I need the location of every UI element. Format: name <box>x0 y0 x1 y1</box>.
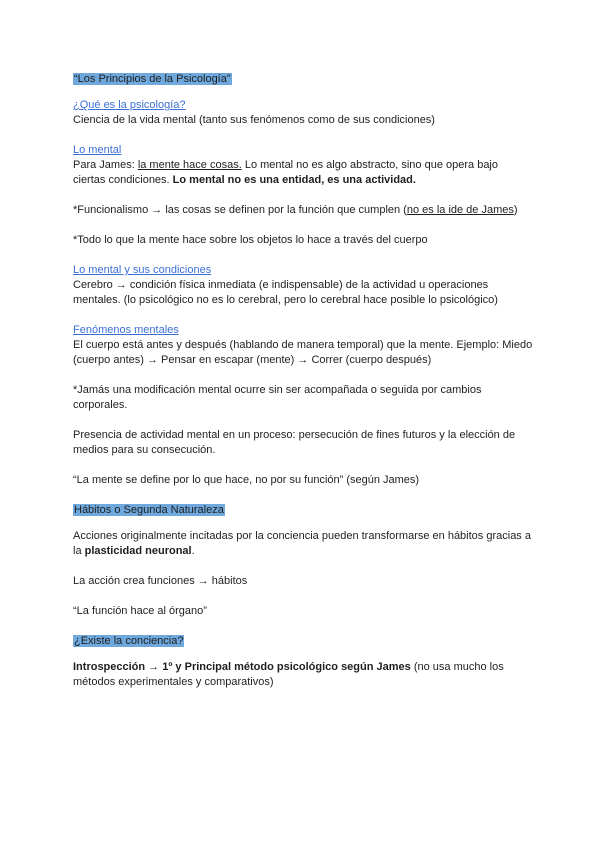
q1-body: Ciencia de la vida mental (tanto sus fenómenos como de sus condiciones) <box>73 114 435 126</box>
mental-paragraph: Para James: la mente hace cosas. Lo mental no es algo abstracto, sino que opera bajo ciertas condiciones. Lo mental no es una entidad, es una actividad. <box>73 159 498 186</box>
heading-habitos: Hábitos o Segunda Naturaleza <box>74 504 224 516</box>
heading-fenomenos-mentales[interactable]: Fenómenos mentales <box>73 324 179 336</box>
doc-title: “Los Principios de la Psicología” <box>74 73 231 85</box>
presencia-paragraph: Presencia de actividad mental en un proceso: persecución de fines futuros y la elección de medios para su consecución. <box>73 429 516 456</box>
jamas-paragraph: *Jamás una modificación mental ocurre sin ser acompañada o seguida por cambios corporales. <box>73 384 482 411</box>
heading-mental-condiciones[interactable]: Lo mental y sus condiciones <box>73 264 212 276</box>
heading-lo-mental[interactable]: Lo mental <box>73 144 122 156</box>
heading-que-es-psicologia[interactable]: ¿Qué es la psicología? <box>73 99 186 111</box>
accion-paragraph: La acción crea funciones → hábitos <box>73 575 248 587</box>
todo-paragraph: *Todo lo que la mente hace sobre los objetos lo hace a través del cuerpo <box>73 234 428 246</box>
condiciones-body: Cerebro → condición física inmediata (e indispensable) de la actividad u operaciones mentales. (lo psicológico no es lo cerebral, pero lo cerebral hace posible lo psicológico) <box>73 279 498 306</box>
quote-funcion: “La función hace al órgano” <box>73 605 207 617</box>
heading-conciencia: ¿Existe la conciencia? <box>74 635 184 647</box>
funcionalismo-paragraph: *Funcionalismo → las cosas se definen por la función que cumplen (no es la ide de James) <box>73 204 518 216</box>
quote-mente: “La mente se define por lo que hace, no por su función” (según James) <box>73 474 420 486</box>
document-page <box>73 72 533 690</box>
habitos-paragraph: Acciones originalmente incitadas por la conciencia pueden transformarse en hábitos gracias a la plasticidad neuronal. <box>73 530 531 557</box>
introspeccion-paragraph: Introspección → 1º y Principal método psicológico según James (no usa mucho los métodos experimentales y comparativos) <box>73 661 504 688</box>
fenomenos-body: El cuerpo está antes y después (hablando de manera temporal) que la mente. Ejemplo: Miedo (cuerpo antes) → Pensar en escapar (mente) → Correr (cuerpo después) <box>73 339 533 366</box>
